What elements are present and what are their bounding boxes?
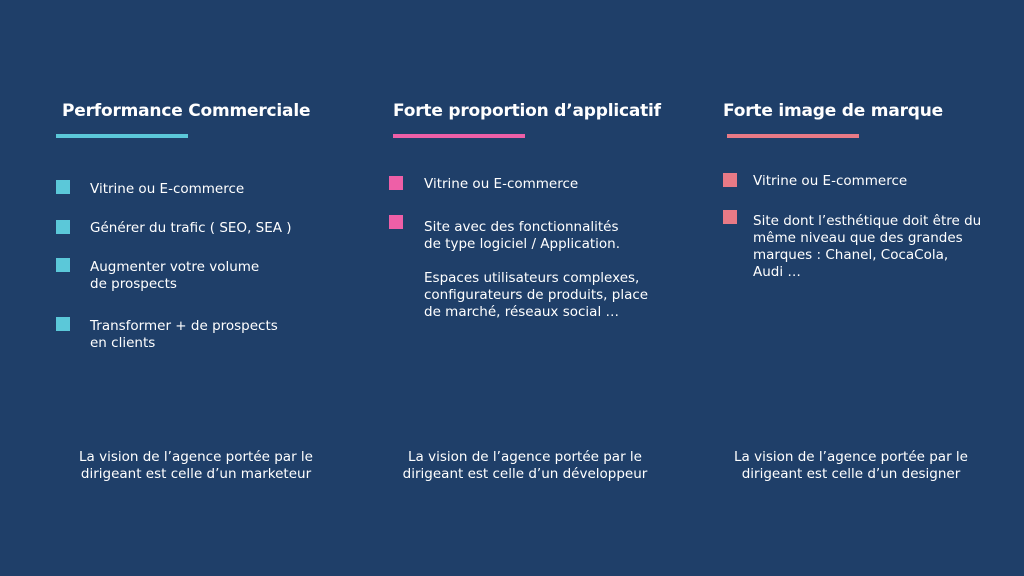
title-underline [727, 134, 859, 138]
title-underline [393, 134, 525, 138]
list-item-text: Site avec des fonctionnalités de type logiciel / Application. Espaces utilisateurs complexes, configurateurs de produits, place de marché, réseaux social … [424, 219, 649, 320]
column-footer: La vision de l’agence portée par le dirigeant est celle d’un développeur [402, 449, 648, 482]
column-forte-image-de-marque [723, 0, 1013, 576]
list-item-text: Site dont l’esthétique doit être du même niveau que des grandes marques : Chanel, CocaCola, Audi … [753, 213, 982, 280]
square-bullet-icon [56, 180, 70, 194]
list-item-text: Augmenter votre volume de prospects [90, 259, 260, 292]
column-footer: La vision de l’agence portée par le dirigeant est celle d’un marketeur [79, 449, 313, 482]
list-item-text: Vitrine ou E-commerce [90, 181, 245, 197]
column-title: Forte image de marque [723, 101, 943, 121]
title-underline [56, 134, 188, 138]
square-bullet-icon [389, 176, 403, 190]
list-item-text: Vitrine ou E-commerce [753, 173, 908, 189]
column-title: Forte proportion d’applicatif [393, 101, 661, 121]
column-title: Performance Commerciale [62, 101, 311, 121]
column-performance-commerciale [56, 0, 356, 576]
column-footer: La vision de l’agence portée par le dirigeant est celle d’un designer [734, 449, 968, 482]
list-item-text: Vitrine ou E-commerce [424, 176, 579, 192]
square-bullet-icon [723, 173, 737, 187]
square-bullet-icon [56, 317, 70, 331]
square-bullet-icon [389, 215, 403, 229]
list-item-text: Transformer + de prospects en clients [90, 318, 278, 351]
list-item-text: Générer du trafic ( SEO, SEA ) [90, 220, 292, 236]
square-bullet-icon [723, 210, 737, 224]
column-forte-proportion-applicatif [389, 0, 689, 576]
square-bullet-icon [56, 220, 70, 234]
square-bullet-icon [56, 258, 70, 272]
